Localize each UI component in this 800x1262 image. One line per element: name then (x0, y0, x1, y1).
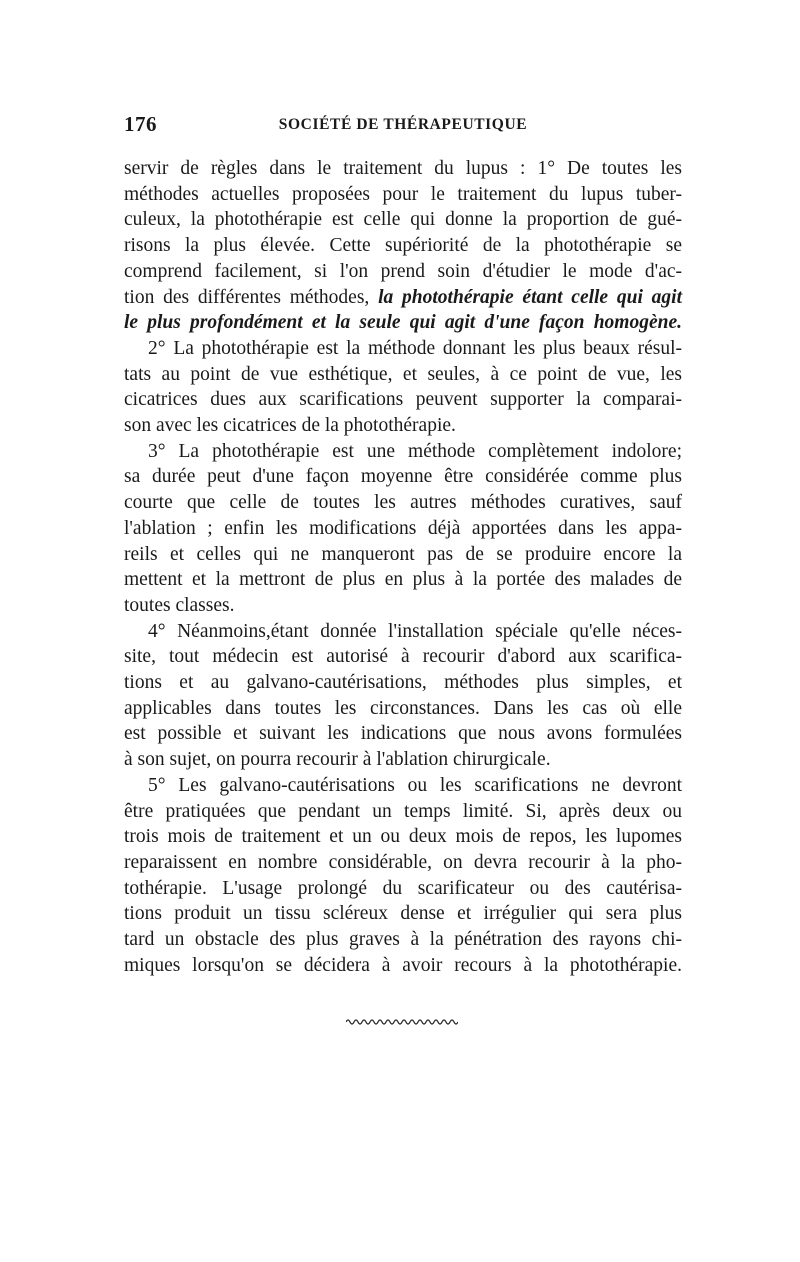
text-line: applicables dans toutes les circonstances. Dans les cas où elle (124, 697, 682, 719)
text-line: servir de règles dans le traitement du lupus : 1° De toutes les (124, 158, 682, 179)
text-line: cicatrices dues aux scarifications peuvent supporter la comparai- (124, 389, 682, 411)
emphasis-run: la photothérapie étant celle qui agit (378, 286, 682, 308)
running-head (124, 112, 682, 138)
text-line: toutes classes. (124, 594, 235, 616)
text-line: site, tout médecin est autorisé à recourir d'abord aux scarifica- (124, 646, 682, 668)
text-run: tion des différentes méthodes, (124, 286, 379, 308)
text-line: 2° La photothérapie est la méthode donnant les plus beaux résul- (148, 337, 682, 359)
text-line: à son sujet, on pourra recourir à l'ablation chirurgicale. (124, 749, 551, 771)
body-text (124, 156, 682, 979)
text-line: 4° Néanmoins,étant donnée l'installation spéciale qu'elle néces- (148, 620, 682, 642)
text-line: est possible et suivant les indications que nous avons formulées (124, 723, 682, 745)
paragraph-2 (124, 336, 682, 439)
text-line: méthodes actuelles proposées pour le traitement du lupus tuber- (124, 183, 682, 205)
text-line (124, 310, 682, 336)
text-line: tats au point de vue esthétique, et seules, à ce point de vue, les (124, 363, 682, 385)
text-line: tions et au galvano-cautérisations, méthodes plus simples, et (124, 672, 682, 694)
text-line: tions produit un tissu scléreux dense et irrégulier qui sera plus (124, 903, 682, 925)
emphasis-run: le plus profondément et la seule qui agit d'une façon homogène. (124, 312, 682, 334)
text-line: tard un obstacle des plus graves à la pénétration des rayons chi- (124, 929, 682, 951)
text-line: être pratiquées que pendant un temps limité. Si, après deux ou (124, 800, 682, 822)
text-line: 3° La photothérapie est une méthode complètement indolore; (148, 440, 682, 462)
page-number: 176 (124, 112, 157, 136)
wavy-line (346, 1020, 458, 1024)
text-line: culeux, la photothérapie est celle qui donne la proportion de gué- (124, 209, 682, 231)
text-line: miques lorsqu'on se décidera à avoir recours à la photothérapie. (124, 954, 682, 976)
running-title: SOCIÉTÉ DE THÉRAPEUTIQUE (278, 116, 528, 133)
paragraph-1 (124, 156, 682, 336)
paragraph-5 (124, 773, 682, 979)
text-line (124, 285, 682, 311)
text-line: son avec les cicatrices de la photothérapie. (124, 415, 456, 437)
text-line: l'ablation ; enfin les modifications déjà apportées dans les appa- (124, 517, 682, 539)
text-line: reparaissent en nombre considérable, on devra recourir à la pho- (124, 851, 682, 873)
text-line: 5° Les galvano-cautérisations ou les scarifications ne devront (148, 774, 682, 796)
paragraph-3 (124, 439, 682, 619)
text-line: reils et celles qui ne manqueront pas de se produire encore la (124, 543, 682, 565)
text-line: sa durée peut d'une façon moyenne être considérée comme plus (124, 466, 682, 488)
text-line: courte que celle de toutes les autres méthodes curatives, sauf (124, 492, 682, 514)
text-line: comprend facilement, si l'on prend soin d'étudier le mode d'ac- (124, 260, 682, 282)
text-line: tothérapie. L'usage prolongé du scarificateur ou des cautérisa- (124, 877, 682, 899)
text-line: trois mois de traitement et un ou deux mois de repos, les lupomes (124, 826, 682, 848)
text-line: risons la plus élevée. Cette supériorité de la photothérapie se (124, 235, 682, 257)
wavy-ornament (346, 1016, 458, 1028)
paragraph-4 (124, 619, 682, 773)
text-line: mettent et la mettront de plus en plus à la portée des malades de (124, 569, 682, 591)
